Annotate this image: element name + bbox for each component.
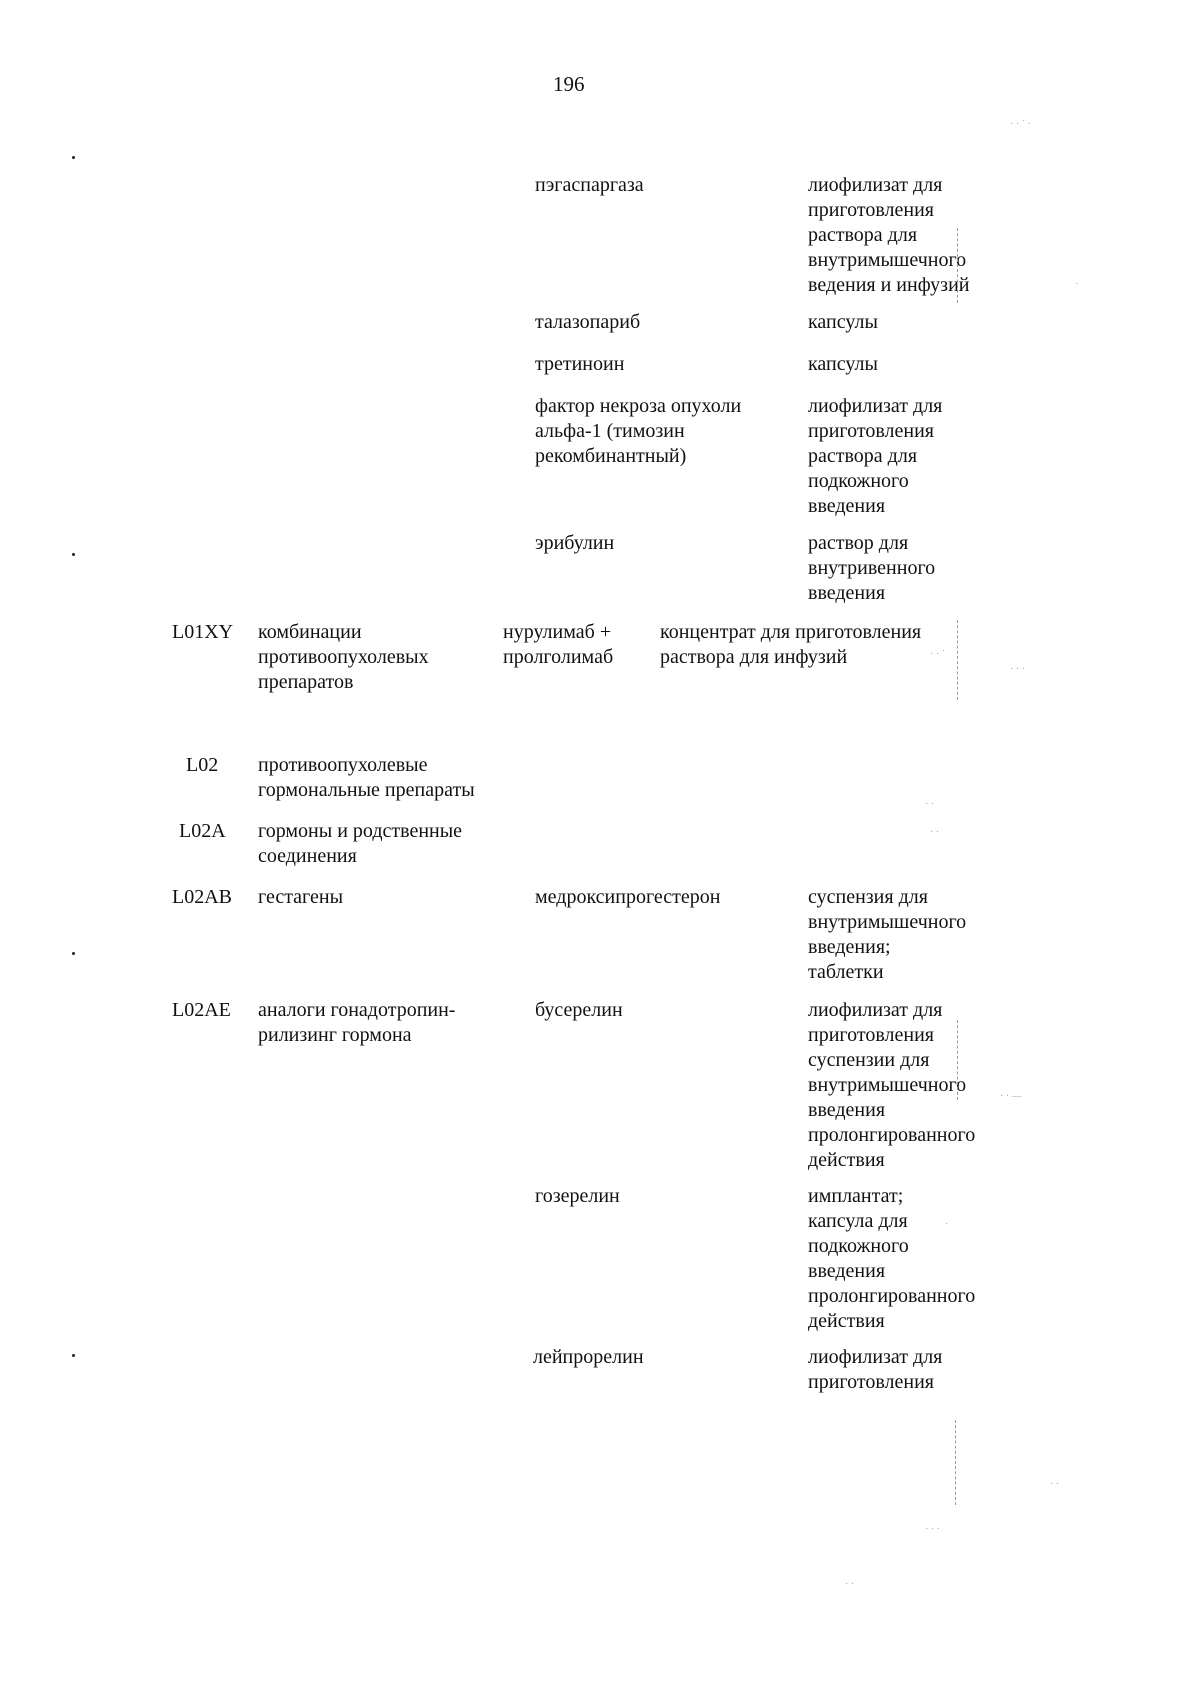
page-number: 196 (553, 72, 585, 96)
scan-speck: · · (845, 1579, 855, 1590)
dosage-form: суспензия для внутримышечного введения; таблетки (808, 886, 967, 983)
dosage-form: раствор для внутривенного введения (808, 532, 936, 604)
dosage-form: лиофилизат для приготовления раствора для подкожного введения (808, 395, 943, 517)
atc-code: L02 (186, 754, 219, 776)
scan-speck: · · — (1000, 1091, 1022, 1102)
drug-name: гозерелин (535, 1185, 620, 1207)
drug-name: лейпрорелин (533, 1346, 644, 1368)
scan-speck: · (945, 1219, 949, 1230)
drug-name: нурулимаб + пролголимаб (503, 621, 614, 668)
drug-name: бусерелин (535, 999, 623, 1021)
scan-dot (72, 1354, 75, 1357)
atc-code: L02AB (172, 886, 232, 908)
dosage-form: лиофилизат для приготовления раствора для внутримышечного ведения и инфузий (808, 174, 970, 296)
drug-name: медроксипрогестерон (535, 886, 721, 908)
scan-line (957, 1020, 959, 1100)
dosage-form: концентрат для приготовления раствора для инфузий (660, 621, 922, 668)
dosage-form: капсулы (808, 311, 878, 333)
scan-speck: · · (930, 827, 940, 838)
scan-speck: · · ˙ (930, 649, 945, 660)
atc-group: комбинации противоопухолевых препаратов (258, 621, 429, 693)
drug-name: фактор некроза опухоли альфа-1 (тимозин рекомбинантный) (535, 395, 742, 467)
atc-group: гормоны и родственные соединения (258, 820, 463, 867)
scan-speck: · (1075, 279, 1079, 290)
scan-speck: · · · (1010, 664, 1025, 675)
drug-name: пэгаспаргаза (535, 174, 644, 196)
scan-line (955, 1420, 957, 1505)
atc-group: противоопухолевые гормональные препараты (258, 754, 475, 801)
dosage-form: капсулы (808, 353, 878, 375)
scan-speck: · · (1050, 1479, 1060, 1490)
atc-code: L01XY (172, 621, 234, 643)
dosage-form: лиофилизат для приготовления (808, 1346, 943, 1393)
drug-name: талазопариб (535, 311, 641, 333)
scan-line (957, 620, 959, 700)
atc-group: гестагены (258, 886, 344, 908)
scan-dot (72, 553, 75, 556)
scan-speck: · · ˙ · (1010, 119, 1031, 130)
atc-code: L02AE (172, 999, 231, 1021)
scan-speck: · · (925, 799, 935, 810)
drug-name: эрибулин (535, 532, 615, 554)
drug-name: третиноин (535, 353, 625, 375)
atc-group: аналоги гонадотропин- рилизинг гормона (258, 999, 456, 1046)
scan-line (957, 228, 959, 303)
atc-code: L02A (179, 820, 226, 842)
dosage-form: лиофилизат для приготовления суспензии для внутримышечного введения пролонгированного действия (808, 999, 976, 1171)
scan-dot (72, 952, 75, 955)
scan-dot (72, 156, 75, 159)
scan-speck: · · · (925, 1524, 940, 1535)
dosage-form: имплантат; капсула для подкожного введения пролонгированного действия (808, 1185, 976, 1332)
